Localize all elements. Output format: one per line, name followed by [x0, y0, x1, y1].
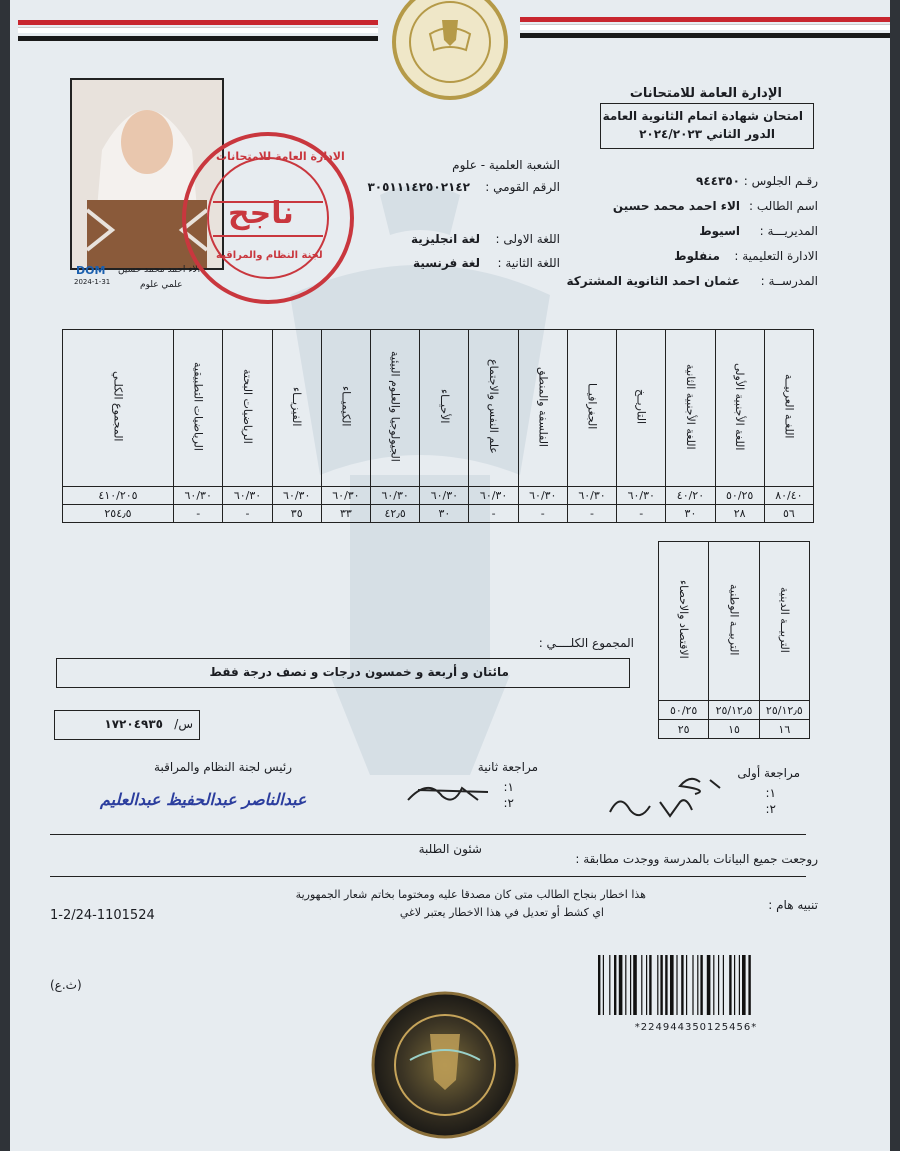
bottom-code: (ث.ع) [50, 978, 82, 992]
subject-header [764, 330, 813, 487]
divider-line-1 [50, 834, 806, 835]
subject-header [272, 330, 321, 487]
photo-caption-branch: علمي علوم [140, 280, 183, 290]
total-label: المجموع الكلــــي : [538, 636, 634, 650]
stamp-bottom-text: لجنة النظام والمراقبة [216, 250, 323, 261]
side-score-cell: ٢٥ [659, 720, 709, 739]
score-cell: ٥٦ [764, 505, 813, 523]
student-name-value: الاء احمد محمد حسين [612, 199, 740, 213]
score-cell: ٤٢٫٥ [371, 505, 420, 523]
max-score-cell: ٦٠/٣٠ [567, 487, 616, 505]
barcode-bar [748, 955, 750, 1015]
barcode-bar [681, 955, 683, 1015]
flag-red-stripe-left [18, 20, 378, 25]
subject-header [715, 330, 764, 487]
barcode-bar [718, 955, 719, 1015]
score-cell: ٣٣ [321, 505, 370, 523]
divider-line-2 [50, 876, 806, 877]
barcode-bar [603, 955, 604, 1015]
flag-white-stripe-right [520, 24, 890, 30]
subject-header [371, 330, 420, 487]
school-label: المدرســة : [760, 274, 818, 288]
subject-name: الجغرافيــا [585, 383, 599, 430]
side-row-subjects [659, 542, 810, 701]
subject-header [469, 330, 518, 487]
max-score-cell: ٦٠/٣٠ [420, 487, 469, 505]
national-id-label: الرقم القومي : [485, 180, 560, 194]
barcode-icon [596, 955, 796, 1017]
flag-red-stripe-right [520, 17, 890, 22]
total-words-box [56, 658, 630, 688]
first-reviewer-signature-icon [600, 772, 730, 826]
barcode-bar [598, 955, 600, 1015]
barcode-bar [692, 955, 693, 1015]
student-affairs-label: شئون الطلبة [418, 842, 482, 856]
score-cell: ٢٥٤٫٥ [63, 505, 174, 523]
barcode-bar [700, 955, 702, 1015]
barcode-bar [686, 955, 687, 1015]
second-language-label: اللغة الثانية : [497, 256, 560, 270]
first-language-label: اللغة الاولى : [495, 232, 560, 246]
barcode-bar [660, 955, 662, 1015]
score-cell: - [174, 505, 223, 523]
grades-table [62, 329, 814, 523]
side-score-cell: ١٥ [709, 720, 759, 739]
score-cell: - [518, 505, 567, 523]
barcode-bar [729, 955, 731, 1015]
total-words: مائتان و أربعة و خمسون درجات و نصف درجة فقط [209, 665, 509, 679]
photo-caption-name: الاء احمد محمد حسين [118, 265, 201, 275]
directorate-value: اسيوط [699, 224, 740, 238]
max-score-cell: ٦٠/٣٠ [174, 487, 223, 505]
subject-name: الأحيــاء [437, 389, 451, 424]
committee-head-label: رئيس لجنة النظام والمراقبة [154, 760, 292, 774]
subject-header [174, 330, 223, 487]
side-subject-name: التربيــة الدينية [777, 586, 791, 653]
education-admin-label: الادارة التعليمية : [734, 249, 818, 263]
side-max-score-cell: ٢٥/١٢٫٥ [759, 701, 809, 720]
national-id-value: ٣٠٥١١١٤٢٥٠٢١٤٢ [367, 180, 470, 194]
max-score-cell: ٤١٠/٢٠٥ [63, 487, 174, 505]
student-name-label: اسم الطالب : [749, 199, 818, 213]
grades-row-subjects [63, 330, 814, 487]
barcode-bar [723, 955, 724, 1015]
hologram-seal-icon [370, 990, 520, 1140]
barcode-bar [609, 955, 610, 1015]
barcode-bar [625, 955, 626, 1015]
exam-title-line1: امتحان شهادة اتمام الثانوية العامة [602, 109, 803, 123]
second-language-value: لغة فرنسية [413, 256, 480, 270]
subject-name: الفيزيــاء [290, 386, 304, 427]
max-score-cell: ٥٠/٢٥ [715, 487, 764, 505]
ministry-seal-icon [390, 0, 510, 100]
education-admin-value: منفلوط [674, 249, 720, 263]
side-subject-header [659, 542, 709, 701]
barcode-number: *224944350125456* [634, 1022, 758, 1033]
extra-subjects-table [658, 541, 810, 739]
barcode-bar [734, 955, 735, 1015]
side-subject-header [709, 542, 759, 701]
barcode-bar [657, 955, 658, 1015]
score-cell: - [567, 505, 616, 523]
subject-name: اللغة الأجنبية الثانية [683, 363, 697, 450]
side-score-cell: ١٦ [759, 720, 809, 739]
seat-number-label: رقـم الجلوس : [743, 174, 818, 188]
result-notice-document [10, 0, 890, 1151]
serial-box [54, 710, 200, 740]
branch-text: الشعبة العلمية - علوم [452, 158, 560, 172]
first-review-label: مراجعة أولى [737, 766, 800, 780]
subject-name: التاريــخ [634, 389, 648, 424]
barcode-bar [614, 955, 616, 1015]
score-cell: ٢٨ [715, 505, 764, 523]
barcode-bar [641, 955, 642, 1015]
subject-header [223, 330, 272, 487]
max-score-cell: ٨٠/٤٠ [764, 487, 813, 505]
barcode-bar [646, 955, 647, 1015]
serial-label: س/ [174, 717, 193, 731]
flag-black-stripe-left [18, 36, 378, 41]
first-review-num2: ٢: [765, 802, 776, 816]
flag-black-stripe-right [520, 33, 890, 38]
reference-code: 1-2/24-1101524 [50, 908, 155, 923]
subject-header [567, 330, 616, 487]
second-reviewer-signature-icon [398, 770, 498, 810]
serial-value: ١٧٢٠٤٩٣٥ [104, 717, 163, 731]
subject-header [617, 330, 666, 487]
subject-name: الرياضيات التطبيقية [191, 362, 205, 451]
score-cell: - [223, 505, 272, 523]
barcode-bar [742, 955, 746, 1015]
subject-header [63, 330, 174, 487]
subject-name: اللغـة العربيــة [782, 374, 796, 439]
barcode-bar [739, 955, 740, 1015]
max-score-cell: ٦٠/٣٠ [272, 487, 321, 505]
subject-header [420, 330, 469, 487]
flag-white-stripe-left [18, 27, 378, 33]
notice-line1: هذا اخطار بنجاح الطالب متى كان مصدقا عليه ومختوما بخاتم شعار الجمهورية [295, 888, 646, 901]
max-score-cell: ٦٠/٣٠ [321, 487, 370, 505]
barcode-bar [630, 955, 631, 1015]
barcode-bar [676, 955, 677, 1015]
max-score-cell: ٦٠/٣٠ [371, 487, 420, 505]
subject-name: الفلسفة والمنطق [536, 366, 550, 447]
score-cell: - [469, 505, 518, 523]
grades-row-scores [63, 505, 814, 523]
subject-name: علم النفس والاجتماع [487, 359, 501, 454]
side-subject-name: الاقتصاد والاحصاء [677, 580, 691, 659]
barcode-bar [707, 955, 711, 1015]
subject-name: الرياضيات البحتة [240, 369, 254, 444]
photo-logo-sub: 2024-1-31 [74, 278, 111, 286]
subject-name: الجيولوجيا والعلوم البيئية [388, 351, 402, 462]
side-max-score-cell: ٥٠/٢٥ [659, 701, 709, 720]
side-row-scores [659, 720, 810, 739]
exam-title-box [600, 103, 814, 149]
subject-name: الكيميــاء [339, 386, 353, 427]
second-review-label: مراجعة ثانية [477, 760, 538, 774]
score-cell: ٣٥ [272, 505, 321, 523]
subject-name: اللغة الأجنبية الأولى [733, 362, 747, 451]
notice-label: تنبيه هام : [768, 898, 818, 912]
side-subject-header [759, 542, 809, 701]
subject-name: المجموع الكلـي [111, 371, 125, 442]
committee-signature: عبدالناصر عبدالحفيظ عبدالعليم [100, 790, 307, 809]
barcode-bar [619, 955, 623, 1015]
max-score-cell: ٦٠/٣٠ [469, 487, 518, 505]
max-score-cell: ٦٠/٣٠ [617, 487, 666, 505]
notice-line2: اي كشط أو تعديل في هذا الاخطار يعتبر لاغي [399, 906, 604, 919]
subject-header [321, 330, 370, 487]
photo-logo: DOM [76, 264, 106, 277]
second-review-num1: ١: [503, 780, 514, 794]
directorate-label: المديريـــة : [759, 224, 818, 238]
subject-header [518, 330, 567, 487]
max-score-cell: ٦٠/٣٠ [518, 487, 567, 505]
stamp-passed-text: ناجح [228, 196, 294, 231]
school-value: عثمان احمد الثانوية المشتركة [566, 274, 740, 288]
score-cell: ٣٠ [420, 505, 469, 523]
data-match-text: روجعت جميع البيانات بالمدرسة ووجدت مطابقة : [575, 852, 818, 866]
exam-title-line2: الدور الثاني ٢٠٢٤/٢٠٢٣ [639, 127, 775, 141]
side-row-max_scores [659, 701, 810, 720]
first-review-num1: ١: [765, 786, 776, 800]
seat-number-value: ٩٤٤٣٥٠ [696, 174, 740, 188]
max-score-cell: ٦٠/٣٠ [223, 487, 272, 505]
barcode-bar [713, 955, 714, 1015]
subject-header [666, 330, 715, 487]
barcode-bar [670, 955, 674, 1015]
stamp-outer-text: الادارة العامة للامتحانات [216, 150, 345, 163]
side-subject-name: التربيــة الوطنية [727, 583, 741, 656]
side-max-score-cell: ٢٥/١٢٫٥ [709, 701, 759, 720]
barcode-bar [633, 955, 637, 1015]
grades-row-max_scores [63, 487, 814, 505]
barcode-bar [697, 955, 698, 1015]
first-language-value: لغة انجليزية [410, 232, 480, 246]
barcode-bar [665, 955, 667, 1015]
department-title: الإدارة العامة للامتحانات [629, 86, 782, 101]
second-review-num2: ٢: [503, 796, 514, 810]
score-cell: - [617, 505, 666, 523]
score-cell: ٣٠ [666, 505, 715, 523]
max-score-cell: ٤٠/٢٠ [666, 487, 715, 505]
barcode-bar [649, 955, 651, 1015]
